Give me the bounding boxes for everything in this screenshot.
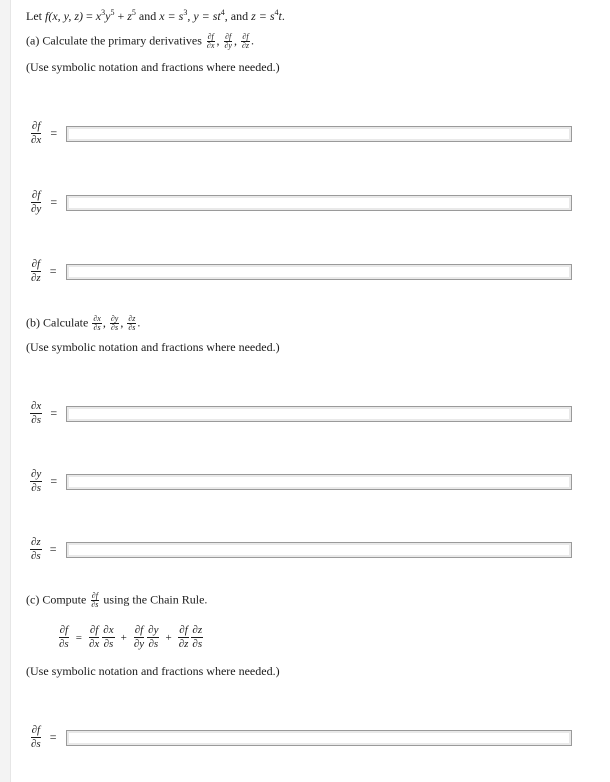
- part-c-prompt-pre: (c) Compute: [26, 592, 87, 607]
- df-dx-small: $\frac{\partial f}{\partial x}$: [206, 32, 215, 50]
- chain-term-y: $\frac{\partial f}{\partial y}$ $\frac{\partial y}{\partial s}$: [133, 624, 159, 650]
- label-df-dz: $\frac{\partial f}{\partial z}$: [31, 258, 41, 284]
- part-a-note: (Use symbolic notation and fractions where needed.): [26, 60, 280, 74]
- chain-term-x: $\frac{\partial f}{\partial x}$ $\frac{\partial x}{\partial s}$: [88, 624, 114, 650]
- part-b-prompt: (b) Calculate $\frac{\partial x}{\partial s}$ , $\frac{\partial y}{\partial s}$ , $\frac{\partial z}{\partial s}$ .: [26, 314, 141, 332]
- z-definition: z = s: [251, 9, 275, 23]
- answer-input-df-dz[interactable]: [66, 264, 572, 280]
- dx-ds-small: $\frac{\partial x}{\partial s}$: [93, 314, 101, 332]
- and-word: and: [138, 9, 157, 23]
- part-c-prompt-post: using the Chain Rule.: [103, 592, 208, 607]
- answer-input-df-ds[interactable]: [66, 730, 572, 746]
- term3-base: z: [127, 9, 132, 23]
- function-lhs: f(x, y, z): [45, 9, 83, 23]
- x-definition: x = s: [159, 9, 184, 23]
- part-c-prompt: [26, 592, 207, 609]
- period: .: [281, 9, 285, 23]
- z-tail: t: [278, 9, 282, 23]
- y-definition: y = st: [193, 9, 221, 23]
- label-df-dy: $\frac{\partial f}{\partial y}$: [31, 189, 42, 215]
- z-exp: 4: [274, 8, 279, 17]
- left-margin-bar: [0, 0, 11, 782]
- label-dy-ds: $\frac{\partial y}{\partial s}$: [31, 468, 42, 494]
- y-exp: 4: [220, 8, 225, 17]
- df-dy-small: $\frac{\partial f}{\partial y}$: [224, 32, 232, 50]
- comma-2: ,: [224, 9, 228, 23]
- x-exp: 3: [183, 8, 188, 17]
- part-a-prompt: (a) Calculate the primary derivatives $\frac{\partial f}{\partial x}$ , $\frac{\partial f}{\partial y}$ , $\frac{\partial f}{\partial z}$ .: [26, 32, 255, 50]
- answer-input-dy-ds[interactable]: [66, 474, 572, 490]
- dy-ds-small: $\frac{\partial y}{\partial s}$: [110, 314, 119, 332]
- chain-lhs: $\frac{\partial f}{\partial s}$: [59, 624, 69, 650]
- comma: ,: [187, 9, 191, 23]
- equals-sign: =: [86, 9, 93, 23]
- term2-exp: 5: [110, 8, 115, 17]
- label-dz-ds: $\frac{\partial z}{\partial s}$: [31, 536, 41, 562]
- term3-exp: 5: [131, 8, 136, 17]
- answer-row-df-dy: $\frac{\partial f}{\partial y}$ =: [30, 190, 572, 215]
- label-dx-ds: $\frac{\partial x}{\partial s}$: [31, 400, 42, 426]
- term1-base: x: [95, 9, 102, 23]
- df-ds-small: $\frac{\partial f}{\partial s}$: [91, 591, 99, 609]
- label-df-ds: $\frac{\partial f}{\partial s}$: [31, 724, 41, 750]
- part-c-note: (Use symbolic notation and fractions where needed.): [26, 664, 280, 678]
- answer-row-dx-ds: $\frac{\partial x}{\partial s}$ =: [30, 401, 572, 426]
- chain-rule-formula: $\frac{\partial f}{\partial s}$ = $\frac{\partial f}{\partial x}$ $\frac{\partial x}{\partial s}$ + $\frac{\partial f}{\partial y}$ $\frac{\partial y}{\partial s}$ + $\frac{\partial f}{\partial z}$ $\frac{\partial z}{\partial s}$: [59, 624, 203, 650]
- problem-statement: [26, 9, 285, 24]
- df-dz-small: $\frac{\partial f}{\partial z}$: [241, 32, 250, 50]
- let-word: Let: [26, 9, 45, 23]
- label-df-dx: $\frac{\partial f}{\partial x}$: [31, 120, 42, 146]
- term2-base: y: [105, 9, 111, 23]
- dz-ds-small: $\frac{\partial z}{\partial s}$: [128, 314, 136, 332]
- answer-input-dx-ds[interactable]: [66, 406, 572, 422]
- answer-row-dz-ds: $\frac{\partial z}{\partial s}$ =: [30, 537, 572, 562]
- answer-input-df-dx[interactable]: [66, 126, 572, 142]
- term1-exp: 3: [101, 8, 106, 17]
- answer-row-df-dz: $\frac{\partial f}{\partial z}$ =: [30, 259, 572, 284]
- plus-sign: +: [117, 9, 125, 23]
- answer-row-dy-ds: $\frac{\partial y}{\partial s}$ =: [30, 469, 572, 494]
- part-a-prompt-text: (a) Calculate the primary derivatives: [26, 33, 202, 48]
- answer-row-df-dx: $\frac{\partial f}{\partial x}$ =: [30, 121, 572, 146]
- and-word-2: and: [230, 9, 249, 23]
- answer-row-df-ds: $\frac{\partial f}{\partial s}$ =: [30, 725, 572, 750]
- part-b-note: (Use symbolic notation and fractions where needed.): [26, 340, 280, 354]
- part-b-prompt-text: (b) Calculate: [26, 315, 89, 330]
- answer-input-dz-ds[interactable]: [66, 542, 572, 558]
- answer-input-df-dy[interactable]: [66, 195, 572, 211]
- chain-term-z: $\frac{\partial f}{\partial z}$ $\frac{\partial z}{\partial s}$: [178, 624, 203, 650]
